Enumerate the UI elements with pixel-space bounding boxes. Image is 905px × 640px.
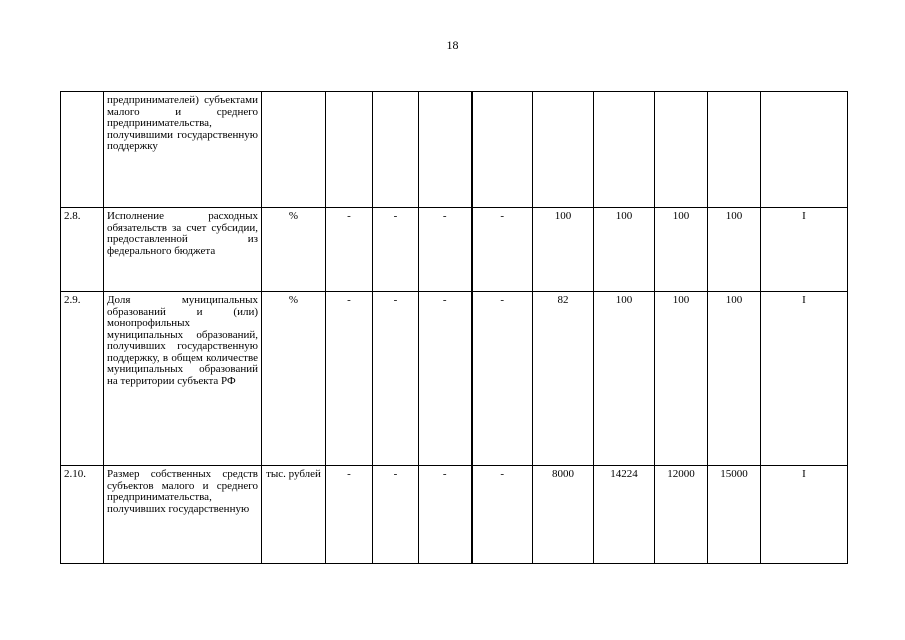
value-cell [533, 92, 594, 208]
value-cell: 82 [533, 292, 594, 466]
category-cell: I [761, 292, 848, 466]
value-cell: - [419, 466, 472, 564]
value-cell [594, 92, 655, 208]
value-cell [419, 92, 472, 208]
indicator-name: Размер собственных средств субъектов малого и среднего предпринимательства, получивших государственную [104, 466, 262, 564]
value-cell [373, 92, 419, 208]
value-cell [472, 92, 533, 208]
value-cell [655, 92, 708, 208]
table-row [61, 292, 848, 466]
value-cell: 14224 [594, 466, 655, 564]
value-cell: - [419, 208, 472, 292]
value-cell: 100 [708, 208, 761, 292]
value-cell: - [326, 208, 373, 292]
value-cell: - [326, 466, 373, 564]
row-number: 2.10. [61, 466, 104, 564]
indicators-table [60, 91, 848, 564]
table-row [61, 92, 848, 208]
value-cell: - [472, 466, 533, 564]
unit-cell: % [262, 208, 326, 292]
value-cell: - [326, 292, 373, 466]
value-cell: - [472, 208, 533, 292]
value-cell [326, 92, 373, 208]
value-cell: - [373, 208, 419, 292]
value-cell: 15000 [708, 466, 761, 564]
unit-cell [262, 92, 326, 208]
value-cell: 100 [594, 208, 655, 292]
page-number: 18 [446, 38, 459, 52]
row-number: 2.9. [61, 292, 104, 466]
unit-cell: тыс. рублей [262, 466, 326, 564]
value-cell: - [419, 292, 472, 466]
row-number: 2.8. [61, 208, 104, 292]
value-cell: - [373, 466, 419, 564]
value-cell: 100 [655, 208, 708, 292]
indicator-name: Доля муниципальных образований и (или) монопрофильных муниципальных образований, получивших государственную поддержку, в общем количестве муниципальных образований на территории субъекта РФ [104, 292, 262, 466]
category-cell: I [761, 208, 848, 292]
value-cell: 8000 [533, 466, 594, 564]
indicator-name: предпринимателей) субъектами малого и среднего предпринимательства, получившими государственную поддержку [104, 92, 262, 208]
value-cell: 100 [594, 292, 655, 466]
category-cell [761, 92, 848, 208]
table-row [61, 208, 848, 292]
category-cell: I [761, 466, 848, 564]
indicator-name: Исполнение расходных обязательств за счет субсидии, предоставленной из федерального бюджета [104, 208, 262, 292]
value-cell: - [472, 292, 533, 466]
value-cell: 100 [655, 292, 708, 466]
unit-cell: % [262, 292, 326, 466]
value-cell: 100 [533, 208, 594, 292]
value-cell: 100 [708, 292, 761, 466]
value-cell [708, 92, 761, 208]
table-row [61, 466, 848, 564]
row-number [61, 92, 104, 208]
value-cell: 12000 [655, 466, 708, 564]
value-cell: - [373, 292, 419, 466]
